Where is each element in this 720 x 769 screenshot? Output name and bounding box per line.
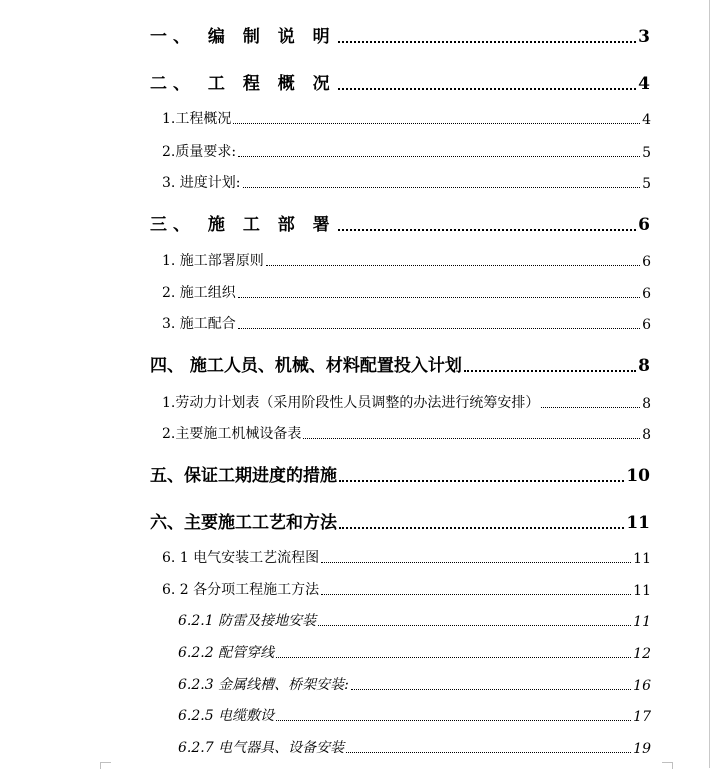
toc-entry-page: 4 [642, 112, 651, 128]
toc-leader [338, 229, 636, 231]
toc-entry-6-2-1[interactable] [178, 610, 651, 630]
toc-heading-2[interactable] [150, 69, 650, 94]
toc-entry-2-3[interactable] [162, 172, 651, 192]
toc-entry-6-2-3[interactable] [178, 674, 651, 694]
toc-entry-page: 11 [633, 614, 651, 630]
toc-entry-6-2[interactable] [162, 579, 651, 599]
toc-entry-page: 19 [633, 741, 651, 757]
toc-entry-title: 6.2.3 金属线槽、桥架安装: [178, 677, 349, 693]
toc-entry-page: 6 [638, 215, 650, 235]
toc-entry-title: 1.劳动力计划表（采用阶段性人员调整的办法进行统筹安排） [162, 395, 540, 411]
toc-entry-title: 3. 施工配合 [162, 316, 236, 332]
toc-entry-title: 四、 施工人员、机械、材料配置投入计划 [150, 356, 462, 376]
toc-entry-page: 12 [633, 646, 651, 662]
toc-entry-title: 6.2.7 电气器具、设备安装 [178, 740, 345, 756]
toc-entry-title: 六、主要施工工艺和方法 [150, 513, 337, 533]
toc-heading-6[interactable] [150, 508, 650, 533]
toc-entry-title: 6.2.5 电缆敷设 [178, 708, 275, 724]
toc-leader [464, 370, 636, 372]
toc-heading-3[interactable] [150, 210, 650, 235]
toc-entry-6-1[interactable] [162, 547, 651, 567]
toc-leader [238, 328, 640, 329]
toc-leader [541, 407, 640, 408]
toc-leader [338, 88, 636, 90]
toc-entry-page: 6 [642, 254, 651, 270]
toc-entry-2-2[interactable] [162, 141, 651, 161]
toc-leader [303, 438, 640, 439]
toc-entry-4-1[interactable] [162, 392, 651, 412]
toc-leader [276, 720, 631, 721]
toc-leader [339, 527, 624, 529]
toc-entry-3-3[interactable] [162, 313, 651, 333]
toc-leader [321, 562, 631, 563]
toc-leader [338, 41, 636, 43]
toc-entry-title: 三、 施 工 部 署 [150, 215, 336, 235]
toc-leader [238, 156, 640, 157]
toc-entry-page: 8 [638, 356, 650, 376]
page-edge-divider [709, 0, 710, 768]
toc-entry-page: 8 [642, 427, 651, 443]
toc-entry-title: 五、保证工期进度的措施 [150, 466, 337, 486]
toc-leader [243, 187, 641, 188]
toc-heading-5[interactable] [150, 461, 650, 486]
toc-entry-title: 2.质量要求: [162, 144, 237, 160]
toc-entry-title: 一、 编 制 说 明 [150, 27, 336, 47]
toc-entry-6-2-2[interactable] [178, 642, 651, 662]
toc-heading-1[interactable] [150, 22, 650, 47]
toc-entry-title: 3. 进度计划: [162, 175, 241, 191]
toc-entry-page: 11 [626, 513, 650, 533]
toc-leader [318, 625, 631, 626]
toc-entry-page: 8 [642, 396, 651, 412]
toc-heading-4[interactable] [150, 351, 650, 376]
toc-entry-page: 11 [633, 583, 651, 599]
toc-entry-6-2-7[interactable] [178, 737, 651, 757]
toc-entry-title: 1.工程概况 [162, 111, 232, 127]
toc-entry-page: 3 [638, 27, 650, 47]
toc-entry-title: 2. 施工组织 [162, 285, 236, 301]
toc-entry-title: 二、 工 程 概 况 [150, 74, 336, 94]
toc-entry-6-2-5[interactable] [178, 705, 651, 725]
toc-leader [339, 480, 624, 482]
toc-entry-page: 16 [633, 678, 651, 694]
toc-leader [238, 297, 640, 298]
toc-entry-2-1[interactable] [162, 108, 651, 128]
toc-entry-title: 2.主要施工机械设备表 [162, 426, 302, 442]
toc-entry-page: 4 [638, 74, 650, 94]
toc-entry-page: 5 [642, 176, 651, 192]
toc-entry-title: 6.2.2 配管穿线 [178, 645, 275, 661]
toc-leader [321, 594, 631, 595]
toc-entry-page: 6 [642, 286, 651, 302]
toc-leader [346, 752, 631, 753]
toc-entry-page: 6 [642, 317, 651, 333]
toc-entry-4-2[interactable] [162, 423, 651, 443]
toc-entry-title: 1. 施工部署原则 [162, 253, 264, 269]
toc-leader [266, 265, 640, 266]
toc-entry-title: 6. 2 各分项工程施工方法 [162, 582, 320, 598]
toc-entry-page: 17 [633, 709, 651, 725]
toc-leader [233, 123, 640, 124]
toc-entry-page: 10 [626, 466, 650, 486]
toc-leader [276, 657, 631, 658]
toc-entry-3-2[interactable] [162, 282, 651, 302]
toc-entry-title: 6.2.1 防雷及接地安装 [178, 613, 317, 629]
toc-entry-page: 5 [642, 145, 651, 161]
toc-entry-3-1[interactable] [162, 250, 651, 270]
toc-entry-title: 6. 1 电气安装工艺流程图 [162, 550, 320, 566]
toc-entry-page: 11 [633, 551, 651, 567]
toc-leader [351, 689, 631, 690]
